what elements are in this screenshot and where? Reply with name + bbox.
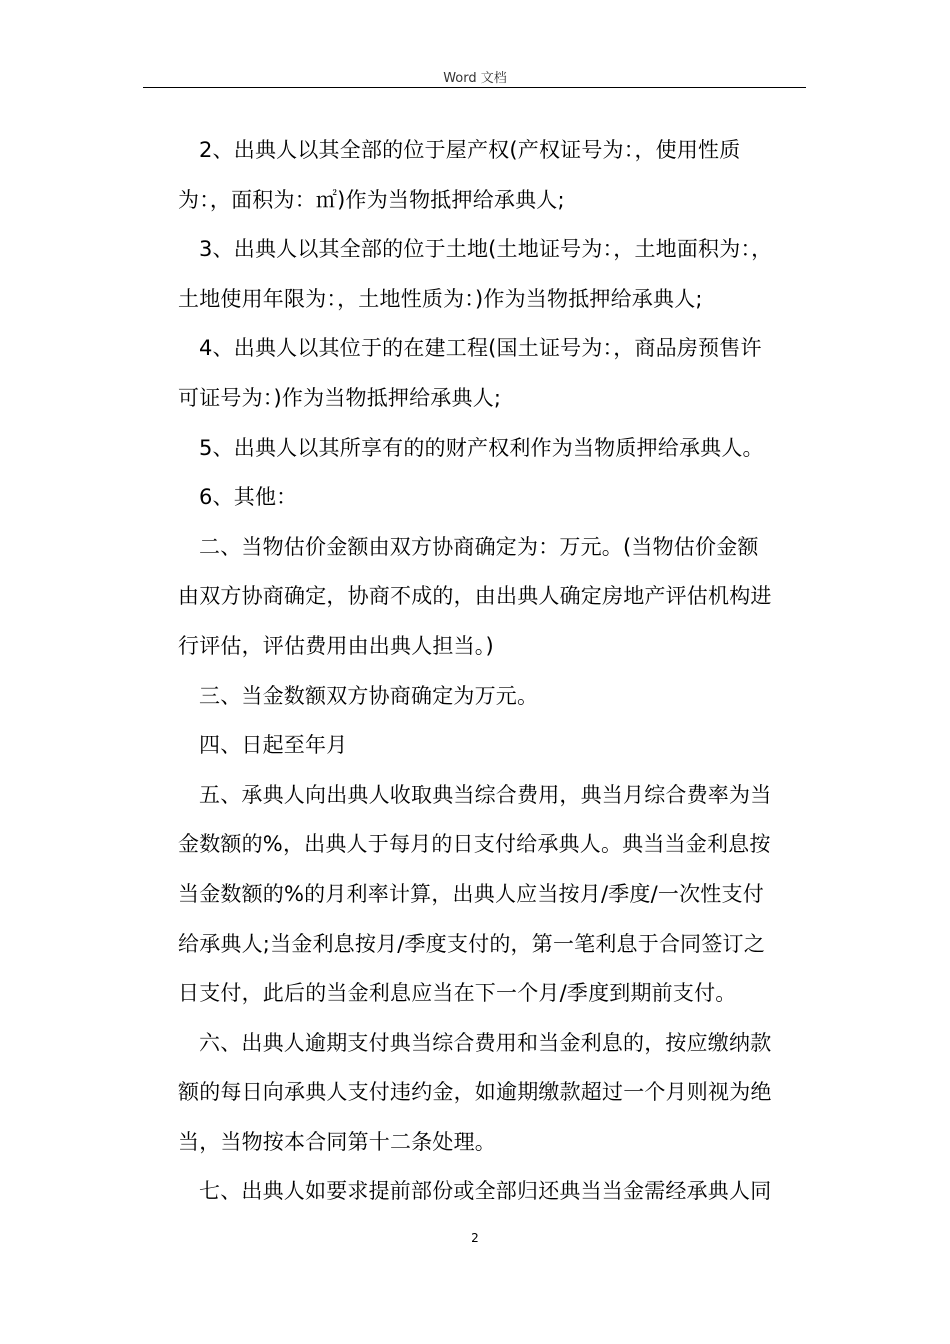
paragraph-line: 3、出典人以其全部的位于土地(土地证号为：，土地面积为：，: [199, 237, 773, 262]
paragraph-line: 四、日起至年月: [199, 733, 348, 758]
paragraph-line: 由双方协商确定，协商不成的，由出典人确定房地产评估机构进: [178, 584, 772, 609]
paragraph-line: 额的每日向承典人支付违约金，如逾期缴款超过一个月则视为绝: [178, 1080, 772, 1105]
paragraph-line: 当，当物按本合同第十二条处理。: [178, 1129, 496, 1154]
header-divider: [143, 87, 806, 88]
paragraph-line: 七、出典人如要求提前部份或全部归还典当当金需经承典人同: [199, 1179, 772, 1204]
paragraph-line: 五、承典人向出典人收取典当综合费用，典当月综合费率为当: [199, 782, 772, 807]
page-header-title: Word 文档: [443, 71, 507, 86]
paragraph-line: 2、出典人以其全部的位于屋产权(产权证号为：，使用性质: [199, 138, 741, 162]
paragraph-line: 金数额的%，出典人于每月的日支付给承典人。典当当金利息按: [178, 832, 771, 857]
paragraph-line: 六、出典人逾期支付典当综合费用和当金利息的，按应缴纳款: [199, 1030, 772, 1055]
paragraph-line: 5、出典人以其所享有的的财产权利作为当物质押给承典人。: [199, 435, 764, 460]
paragraph-line: 行评估，评估费用由出典人担当。): [178, 633, 494, 658]
document-body: [178, 126, 810, 1217]
paragraph-line: 三、当金数额双方协商确定为万元。: [199, 683, 539, 708]
paragraph-line: 当金数额的%的月利率计算，出典人应当按月/季度/一次性支付: [178, 881, 764, 906]
paragraph-line: 4、出典人以其位于的在建工程(国土证号为：，商品房预售许: [199, 336, 762, 361]
paragraph-line: 6、其他：: [199, 485, 298, 510]
paragraph-line: 土地使用年限为：，土地性质为：)作为当物抵押给承典人;: [178, 286, 703, 311]
paragraph-line: 给承典人;当金利息按月/季度支付的，第一笔利息于合同签订之: [178, 931, 765, 956]
paragraph-line: 日支付，此后的当金利息应当在下一个月/季度到期前支付。: [178, 981, 737, 1006]
paragraph-line: 可证号为：)作为当物抵押给承典人;: [178, 385, 502, 410]
page-number: 2: [471, 1231, 479, 1245]
paragraph-line: 二、当物估价金额由双方协商确定为：万元。(当物估价金额: [199, 534, 759, 559]
paragraph-line: 为：，面积为：㎡)作为当物抵押给承典人;: [178, 187, 565, 212]
